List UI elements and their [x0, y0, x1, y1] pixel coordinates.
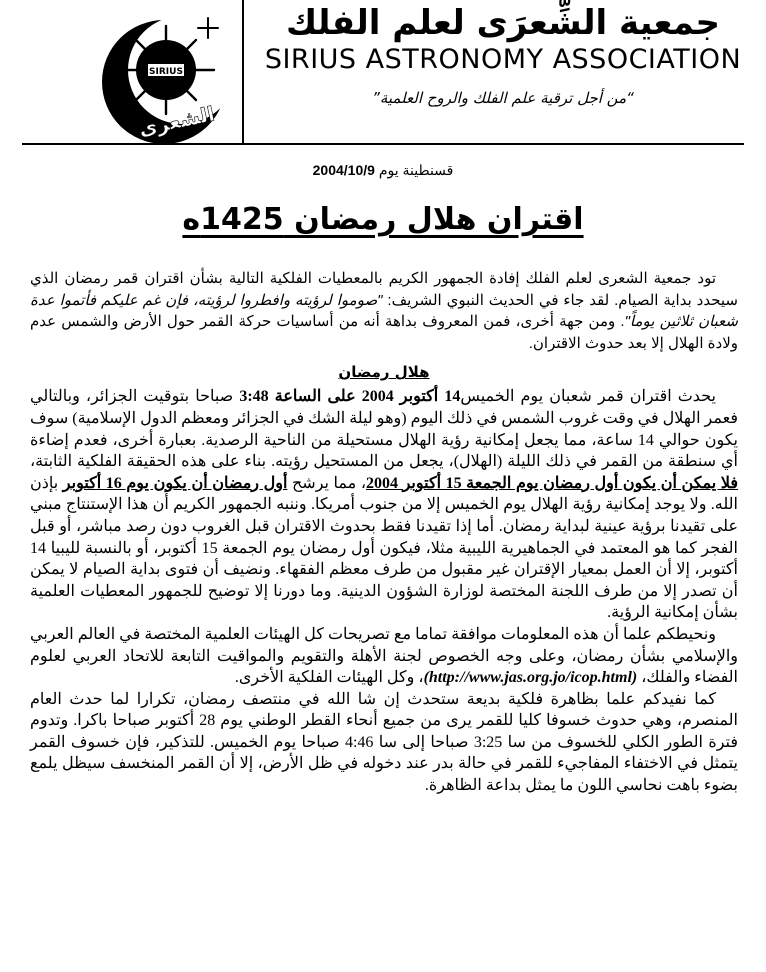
document-title: اقتران هلال رمضان 1425ه — [182, 202, 584, 237]
intro-text-1: تود جمعية الشعرى لعلم الفلك إفادة الجمهور الكريم بالمعطيات الفلكية التالية بشأن اقتران قمر رمضان الذي سيحدد بداية الصيام. لقد جاء في الحديث النبوي الشريف: — [30, 270, 738, 309]
conjunction-date-time: 14 أكتوبر 2004 على الساعة 3:48 — [239, 388, 461, 406]
association-logo — [92, 4, 242, 154]
first-day-statement: أول رمضان أن يكون يوم 16 أكتوبر — [62, 474, 288, 492]
association-arabic-name: جمعية الشِّعرَى لعلم الفلك — [286, 3, 720, 43]
crescent-moon-star-icon — [92, 4, 242, 154]
association-motto: “من أجل ترقية علم الفلك والروح العلمية” — [372, 89, 634, 107]
para1-text-3: ، مما يرشح — [287, 474, 366, 492]
para1-text-1: يحدث اقتران قمر شعبان يوم الخميس — [460, 388, 716, 406]
para2-text-1: ونحيطكم علما أن هذه المعلومات موافقة تماما مع تصريحات كل الهيئات العلمية المختصة في العالم العربي والإسلامي بشأن رمضان، وعلى وجه الخصوص لجنة الأهلة والتقويم والمواقيت التابعة للاتحاد العربي لعلوم الفضاء والفلك، — [30, 625, 739, 687]
conjunction-paragraph — [30, 386, 738, 624]
icop-link[interactable]: (http://www.jas.org.jo/icop.html) — [423, 669, 638, 687]
header-vertical-divider — [242, 0, 244, 145]
document-date: 2004/10/9 — [312, 162, 375, 178]
date-prefix: قسنطينة يوم — [378, 162, 454, 178]
logo-arabic-text: الشعرى — [136, 101, 217, 141]
not-first-day-statement: فلا يمكن أن يكون أول رمضان يوم الجمعة 15 أكتوبر 2004 — [366, 474, 739, 492]
para1-text-4: بإذن الله. ولا يوجد إمكانية رؤية الهلال يوم الخميس إلا من جنوب أمريكا. وننبه الجمهور الكريم أن هذا الإستنتاج مبني على تقيدنا برؤية عينية لبداية رمضان. أما إذا تقيدنا فقط بحدوث الاقتران قبل الغروب دون رصد مباشر، أو قبل الفجر كما هو المعتمد في الجماهيرية الليبية مثلا، فيكون أول رمضان يوم الجمعة 15 أكتوبر، أو بالنسبة لليبيا 14 أكتوبر، إلا أن العمل بمعيار الإقتران غير مقبول من طرف معظم الفقهاء. ونضيف أن فتوى بداية الصيام لا يمكن أن تصدر إلا من طرف اللجنة المختصة لوزارة الشؤون الدينية. وما دورنا إلا توضيح للجمهور المعطيات العلمية بشأن إمكانية الرؤية. — [30, 474, 739, 622]
association-english-name: SIRIUS ASTRONOMY ASSOCIATION — [264, 44, 742, 75]
intro-paragraph — [30, 268, 738, 354]
agreement-paragraph — [30, 624, 738, 689]
para1-text-2: صباحا بتوقيت الجزائر، وبالتالي فعمر الهلال في وقت غروب الشمس في ذلك اليوم (وهو ليلة الشك في الجزائر ومعظم الدول الإسلامية) سوف يكون حوالي 14 ساعة، مما يجعل إمكانية رؤية الهلال مستحيلة من الناحية الرصدية. بعبارة أخرى، فعدم إضاءة أي سنطقة من القمر في ذلك الليلة (الهلال)، يجعل من المستحيل رؤيته. بناء على هذه الحقيقة الفلكية الثابتة، — [30, 388, 738, 471]
logo-badge-text: SIRIUS — [149, 67, 183, 77]
document-body — [30, 268, 738, 797]
hadith-quote: "صوموا لرؤيته وافطروا لرؤيته، فإن غم عليكم فأتموا عدة شعبان ثلاثين يوماً" — [30, 291, 738, 331]
para2-text-2: ، وكل الهيئات الفلكية الأخرى. — [234, 669, 424, 687]
intro-text-2: . ومن جهة أخرى، فمن المعروف بداهة أنه من أساسيات حركة القمر حول الأرض والشمس عدم ولادة الهلال إلا بعد حدوث الاقتران. — [30, 313, 738, 352]
document-date-line — [0, 160, 766, 180]
eclipse-paragraph: كما نفيدكم علما بظاهرة فلكية بديعة ستحدث إن شا الله في منتصف رمضان، تكرارا لما حدث العام المنصرم، وهي حدوث خسوفا كليا للقمر يرى من جميع أنحاء القطر الوطني يوم 28 أكتوبر صباحا باكرا. وتدوم فترة الطور الكلي للخسوف من سا 3:25 صباحا إلى سا 4:46 صباحا يوم الخميس. للتذكير، فإن خسوف القمر يتمثل في الاختفاء المفاجيء للقمر في حالة بدر عند دخوله في ظل الأرض، إلا أن القمر المنخسف سيظل يلمع بضوء باهت نحاسي اللون ما يمثل بداعة الظاهرة. — [30, 690, 739, 795]
header-horizontal-rule — [22, 143, 744, 145]
section-heading-ramadan-crescent: هلال رمضان — [338, 363, 430, 382]
